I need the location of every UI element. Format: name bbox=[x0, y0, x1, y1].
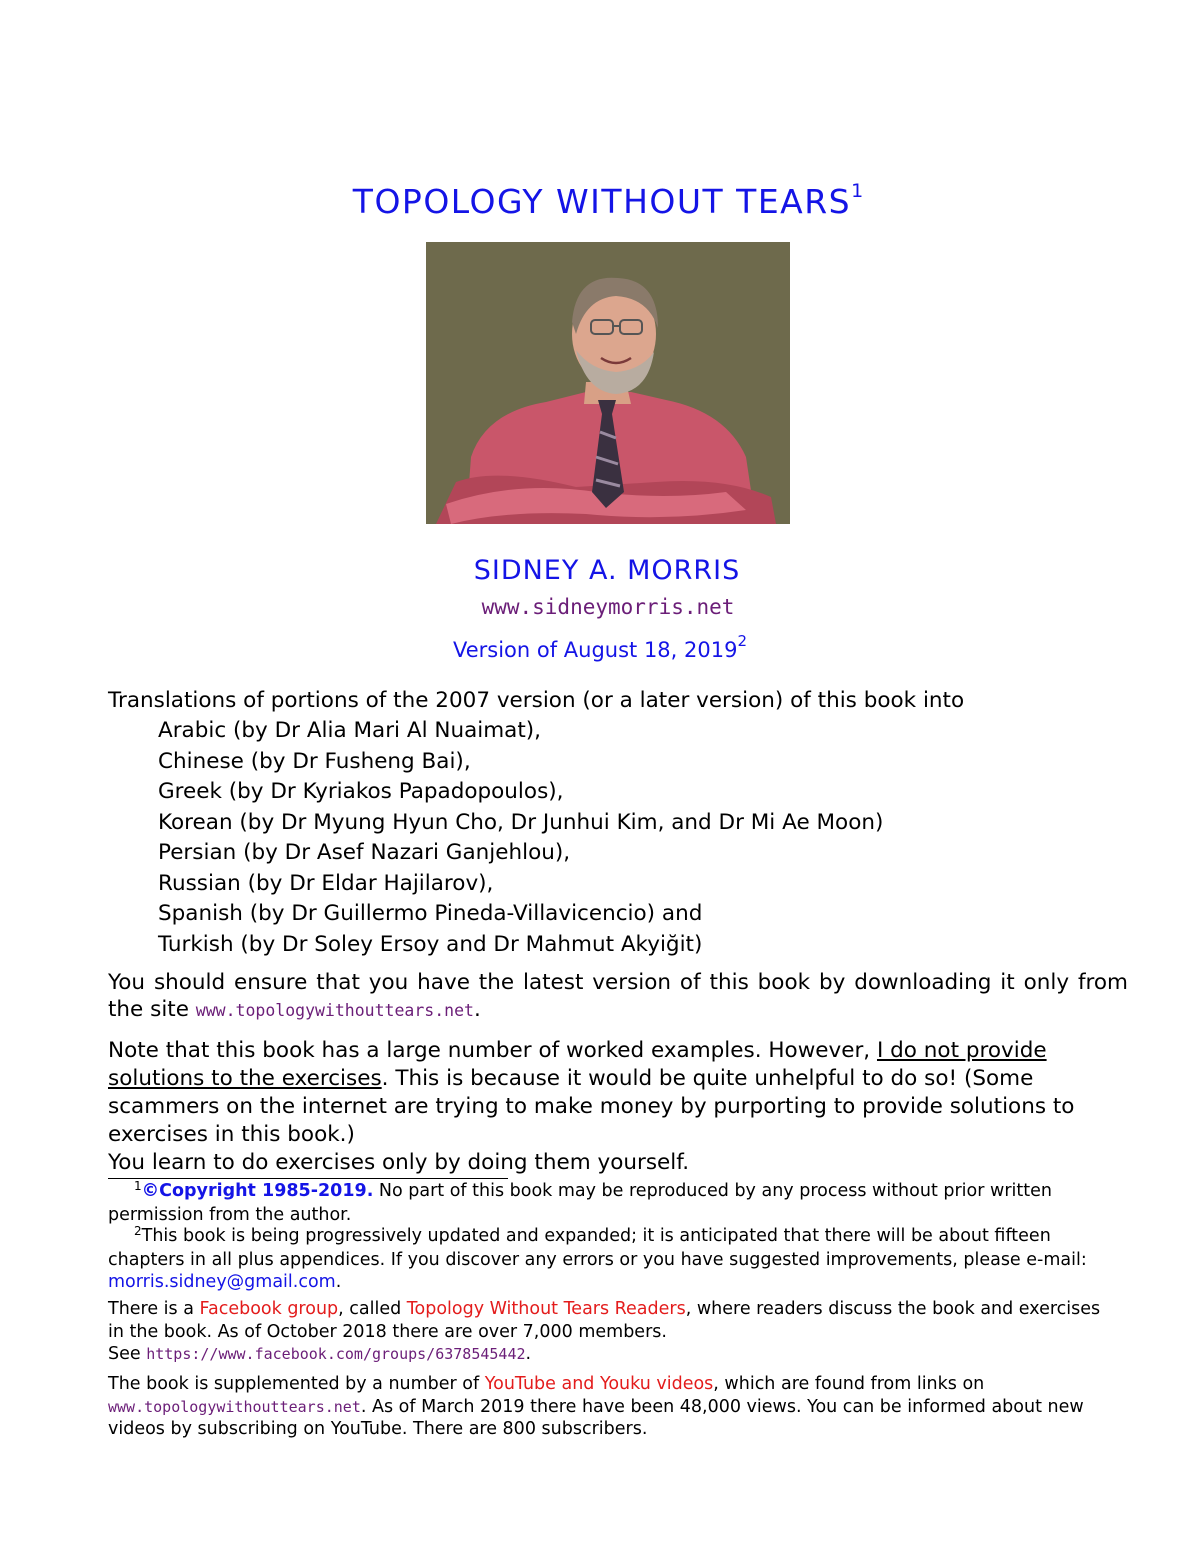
list-item: Korean (by Dr Myung Hyun Cho, Dr Junhui Kim, and Dr Mi Ae Moon) bbox=[158, 809, 884, 835]
list-item: Spanish (by Dr Guillermo Pineda-Villavicencio) and bbox=[158, 901, 703, 926]
author-website-link[interactable]: www.sidneymorris.net bbox=[481, 595, 735, 619]
note-paragraph: Note that this book has a large number of worked examples. However, I do not provide solutions to the exercises. This is because it would be quite unhelpful to do so! (Some scammers on the internet are trying to make money by purporting to provide solutions to exercises in this book.) You learn to do exercises only by doing them yourself. bbox=[108, 1038, 1075, 1175]
book-site-link[interactable]: www.topologywithouttears.net bbox=[195, 1001, 474, 1020]
version-line: Version of August 18, 2019$^2$ bbox=[452, 632, 748, 662]
list-item: Russian (by Dr Eldar Hajilarov), bbox=[158, 870, 494, 896]
no-solutions-emphasis: I do not provide solutions to the exercises bbox=[108, 1038, 1047, 1091]
facebook-url-link[interactable]: https://www.facebook.com/groups/6378545442 bbox=[146, 1345, 526, 1363]
copyright-notice: ©Copyright 1985-2019. bbox=[141, 1181, 374, 1201]
footnote-divider bbox=[108, 1178, 508, 1179]
list-item: Arabic (by Dr Alia Mari Al Nuaimat), bbox=[158, 718, 542, 743]
book-site-link-2[interactable]: www.topologywithouttears.net bbox=[108, 1397, 361, 1416]
footnote-2: $^2$This book is being progressively updated and expanded; it is anticipated that there will be about fifteen chapters in all plus appendices. If you discover any errors or you have suggested improvements, please e-mail: morris.sidney@gmail.com. bbox=[108, 1224, 1087, 1292]
book-title: TOPOLOGY WITHOUT TEARS$^1$ bbox=[352, 180, 864, 221]
videos-link[interactable]: YouTube and Youku videos bbox=[484, 1374, 714, 1394]
youtube-paragraph: The book is supplemented by a number of YouTube and Youku videos, which are found from links on www.topologywithouttears.net. As of March 2019 there have been 48,000 views. You can be informed about new videos by subscribing on YouTube. There are 800 subscribers. bbox=[108, 1374, 1084, 1439]
author-portrait-icon bbox=[426, 242, 790, 524]
list-item: Turkish (by Dr Soley Ersoy and Dr Mahmut Akyiğit) bbox=[158, 931, 703, 957]
list-item: Persian (by Dr Asef Nazari Ganjehlou), bbox=[158, 840, 571, 865]
facebook-group-link[interactable]: Facebook group bbox=[199, 1299, 339, 1319]
translations-intro: Translations of portions of the 2007 version (or a later version) of this book into bbox=[108, 688, 965, 713]
list-item: Chinese (by Dr Fusheng Bai), bbox=[158, 748, 471, 774]
title-footnote-mark[interactable]: 1 bbox=[851, 180, 864, 202]
list-item: Greek (by Dr Kyriakos Papadopoulos), bbox=[158, 779, 564, 804]
translations-list bbox=[158, 716, 883, 960]
author-photo bbox=[426, 242, 790, 524]
facebook-paragraph: There is a Facebook group, called Topology Without Tears Readers, where readers discuss the book and exercises in the book. As of October 2018 there are over 7,000 members. See https://www.facebook.com/groups/6378545442. bbox=[108, 1299, 1101, 1364]
email-link[interactable]: morris.sidney@gmail.com bbox=[108, 1272, 336, 1292]
version-footnote-mark[interactable]: 2 bbox=[737, 632, 748, 650]
footnote-1: $^1$©Copyright 1985-2019. No part of this book may be reproduced by any process without prior written permission from the author. bbox=[108, 1179, 1052, 1225]
group-name-link[interactable]: Topology Without Tears Readers bbox=[406, 1299, 686, 1319]
author-name: SIDNEY A. MORRIS bbox=[473, 555, 741, 586]
latest-version-paragraph: You should ensure that you have the latest version of this book by downloading it only from the site www.topologywithouttears.net. bbox=[108, 970, 1128, 1022]
